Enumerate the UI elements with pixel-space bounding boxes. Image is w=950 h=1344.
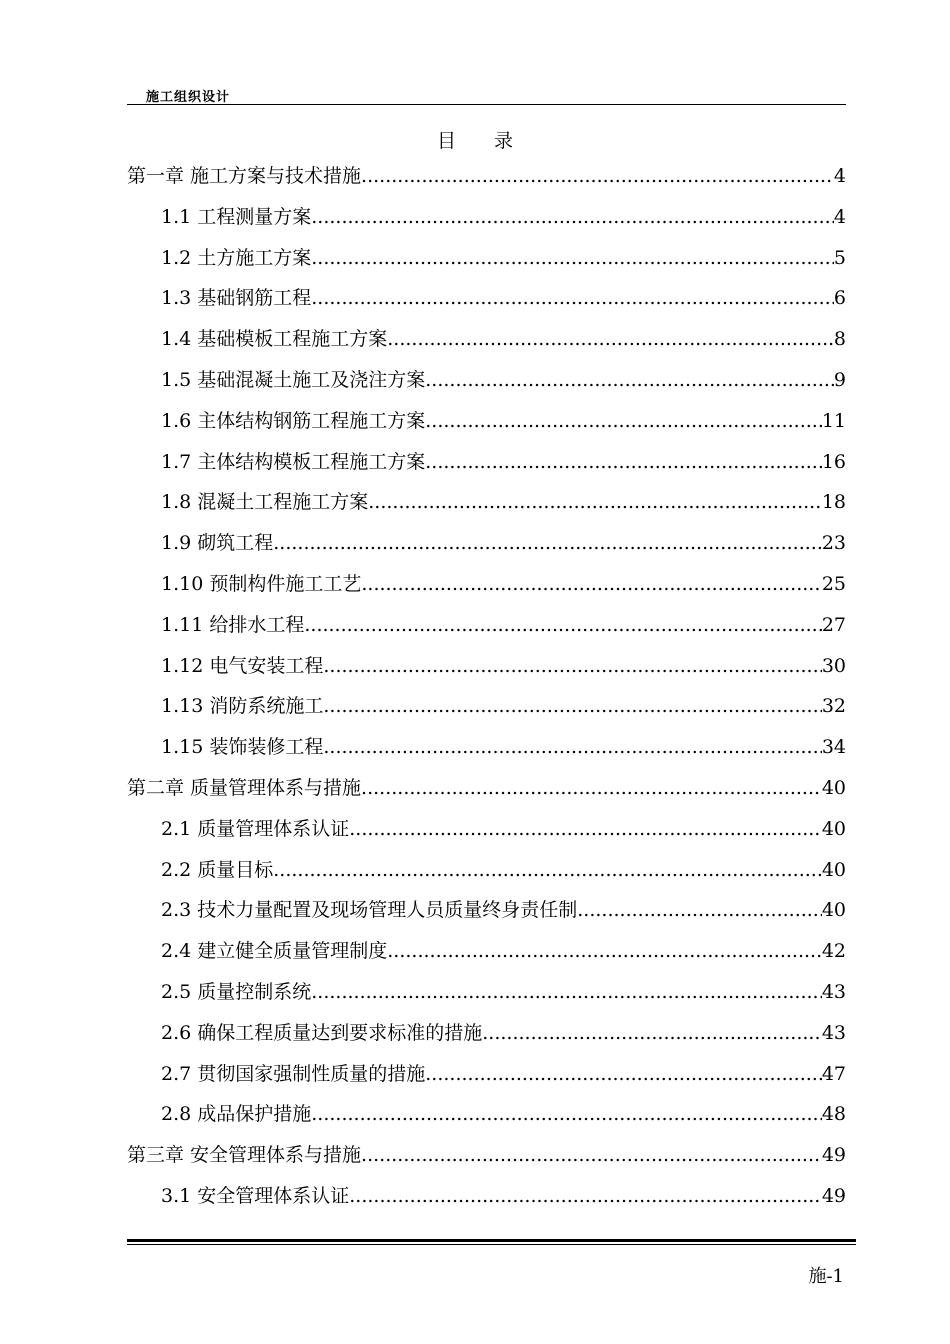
toc-section-entry[interactable]: [127, 1054, 846, 1095]
toc-dot-leader: [361, 564, 821, 605]
toc-dot-leader: [425, 1054, 822, 1095]
toc-dot-leader: [425, 442, 822, 483]
toc-entry-label: 3.1 安全管理体系认证: [161, 1184, 350, 1207]
toc-entry-label: 第一章 施工方案与技术措施: [127, 165, 362, 187]
running-header: 施工组织设计: [146, 90, 231, 105]
toc-chapter-entry[interactable]: [127, 1135, 846, 1176]
toc-dot-leader: [361, 156, 834, 197]
toc-entry-page: 18: [821, 491, 846, 514]
toc-entry-page: 5: [833, 246, 846, 269]
toc-section-entry[interactable]: [127, 197, 846, 238]
toc-entry-page: 42: [821, 940, 846, 963]
toc-entry-page: 40: [821, 858, 846, 881]
toc-entry-label: 1.1 工程测量方案: [161, 205, 312, 228]
table-of-contents: [127, 156, 846, 1217]
toc-section-entry[interactable]: [127, 605, 846, 646]
toc-entry-label: 1.11 给排水工程: [161, 613, 305, 636]
toc-section-entry[interactable]: [127, 809, 846, 850]
toc-entry-label: 1.5 基础混凝土施工及浇注方案: [161, 368, 426, 391]
toc-entry-label: 2.5 质量控制系统: [161, 980, 312, 1003]
toc-dot-leader: [323, 686, 821, 727]
toc-entry-label: 1.13 消防系统施工: [161, 695, 324, 718]
page-number: 施-1: [808, 1266, 844, 1287]
toc-entry-label: 2.7 贯彻国家强制性质量的措施: [161, 1062, 426, 1085]
toc-section-entry[interactable]: [127, 238, 846, 279]
toc-section-entry[interactable]: [127, 890, 846, 931]
toc-section-entry[interactable]: [127, 442, 846, 483]
toc-section-entry[interactable]: [127, 850, 846, 891]
toc-entry-label: 1.8 混凝土工程施工方案: [161, 491, 369, 514]
toc-section-entry[interactable]: [127, 686, 846, 727]
toc-section-entry[interactable]: [127, 319, 846, 360]
toc-title: [0, 126, 950, 153]
toc-entry-page: 16: [821, 450, 846, 473]
toc-dot-leader: [311, 238, 834, 279]
toc-entry-label: 第二章 质量管理体系与措施: [127, 776, 362, 799]
toc-entry-page: 30: [821, 654, 846, 677]
toc-entry-label: 1.4 基础模板工程施工方案: [161, 328, 388, 351]
toc-dot-leader: [361, 1135, 822, 1176]
toc-section-entry[interactable]: [127, 1013, 846, 1054]
toc-entry-label: 2.1 质量管理体系认证: [161, 817, 350, 840]
toc-entry-page: 47: [821, 1062, 846, 1085]
toc-entry-page: 23: [821, 532, 846, 555]
toc-entry-label: 2.4 建立健全质量管理制度: [161, 940, 388, 963]
toc-dot-leader: [349, 809, 822, 850]
toc-entry-page: 48: [821, 1103, 846, 1126]
toc-dot-leader: [368, 482, 822, 523]
toc-entry-page: 6: [833, 287, 846, 310]
toc-entry-label: 1.2 土方施工方案: [161, 246, 312, 269]
toc-entry-label: 2.6 确保工程质量达到要求标准的措施: [161, 1021, 483, 1044]
toc-entry-page: 43: [821, 1021, 846, 1044]
toc-dot-leader: [361, 768, 822, 809]
toc-entry-label: 1.6 主体结构钢筋工程施工方案: [161, 409, 426, 432]
toc-section-entry[interactable]: [127, 727, 846, 768]
toc-chapter-entry[interactable]: [127, 156, 846, 197]
toc-section-entry[interactable]: [127, 564, 846, 605]
toc-section-entry[interactable]: [127, 972, 846, 1013]
toc-entry-label: 1.15 装饰装修工程: [161, 736, 324, 759]
toc-dot-leader: [387, 319, 834, 360]
toc-title-char-1: 目: [436, 130, 456, 152]
toc-dot-leader: [323, 646, 821, 687]
toc-entry-page: 32: [821, 695, 846, 718]
toc-section-entry[interactable]: [127, 482, 846, 523]
toc-section-entry[interactable]: [127, 931, 846, 972]
toc-chapter-entry[interactable]: [127, 768, 846, 809]
toc-entry-page: 49: [821, 1144, 846, 1167]
toc-entry-label: 1.7 主体结构模板工程施工方案: [161, 450, 426, 473]
toc-dot-leader: [323, 727, 821, 768]
toc-entry-label: 2.8 成品保护措施: [161, 1103, 312, 1126]
toc-dot-leader: [311, 197, 834, 238]
footer-rule-thin: [127, 1244, 856, 1245]
toc-section-entry[interactable]: [127, 646, 846, 687]
toc-entry-label: 第三章 安全管理体系与措施: [127, 1144, 362, 1167]
toc-dot-leader: [482, 1013, 822, 1054]
toc-dot-leader: [387, 931, 822, 972]
toc-entry-page: 40: [821, 817, 846, 840]
toc-dot-leader: [311, 278, 834, 319]
toc-entry-page: 34: [821, 736, 846, 759]
toc-entry-page: 27: [821, 613, 846, 636]
toc-entry-page: 40: [821, 776, 846, 799]
toc-entry-page: 25: [821, 572, 846, 595]
toc-dot-leader: [425, 401, 822, 442]
toc-dot-leader: [273, 523, 822, 564]
toc-entry-label: 2.2 质量目标: [161, 858, 274, 881]
toc-entry-page: 9: [833, 368, 846, 391]
toc-dot-leader: [311, 972, 822, 1013]
toc-entry-page: 4: [833, 205, 846, 228]
toc-dot-leader: [349, 1176, 822, 1217]
toc-entry-label: 1.9 砌筑工程: [161, 532, 274, 555]
toc-entry-page: 40: [821, 899, 846, 922]
toc-section-entry[interactable]: [127, 1094, 846, 1135]
toc-entry-label: 1.3 基础钢筋工程: [161, 287, 312, 310]
toc-title-char-2: 录: [494, 130, 514, 152]
toc-section-entry[interactable]: [127, 1176, 846, 1217]
footer-rule: [127, 1239, 856, 1242]
header-rule: [127, 104, 846, 105]
toc-entry-page: 4: [833, 165, 846, 187]
toc-entry-page: 49: [821, 1184, 846, 1207]
toc-dot-leader: [425, 360, 834, 401]
toc-section-entry[interactable]: [127, 401, 846, 442]
toc-entry-page: 8: [833, 328, 846, 351]
toc-section-entry[interactable]: [127, 523, 846, 564]
toc-section-entry[interactable]: [127, 360, 846, 401]
toc-entry-page: 43: [821, 980, 846, 1003]
toc-section-entry[interactable]: [127, 278, 846, 319]
toc-entry-label: 1.10 预制构件施工工艺: [161, 572, 362, 595]
toc-entry-label: 2.3 技术力量配置及现场管理人员质量终身责任制: [161, 899, 578, 922]
toc-entry-page: 11: [821, 409, 846, 432]
toc-dot-leader: [311, 1094, 822, 1135]
toc-dot-leader: [577, 890, 822, 931]
toc-entry-label: 1.12 电气安装工程: [161, 654, 324, 677]
toc-dot-leader: [304, 605, 821, 646]
toc-dot-leader: [273, 850, 822, 891]
